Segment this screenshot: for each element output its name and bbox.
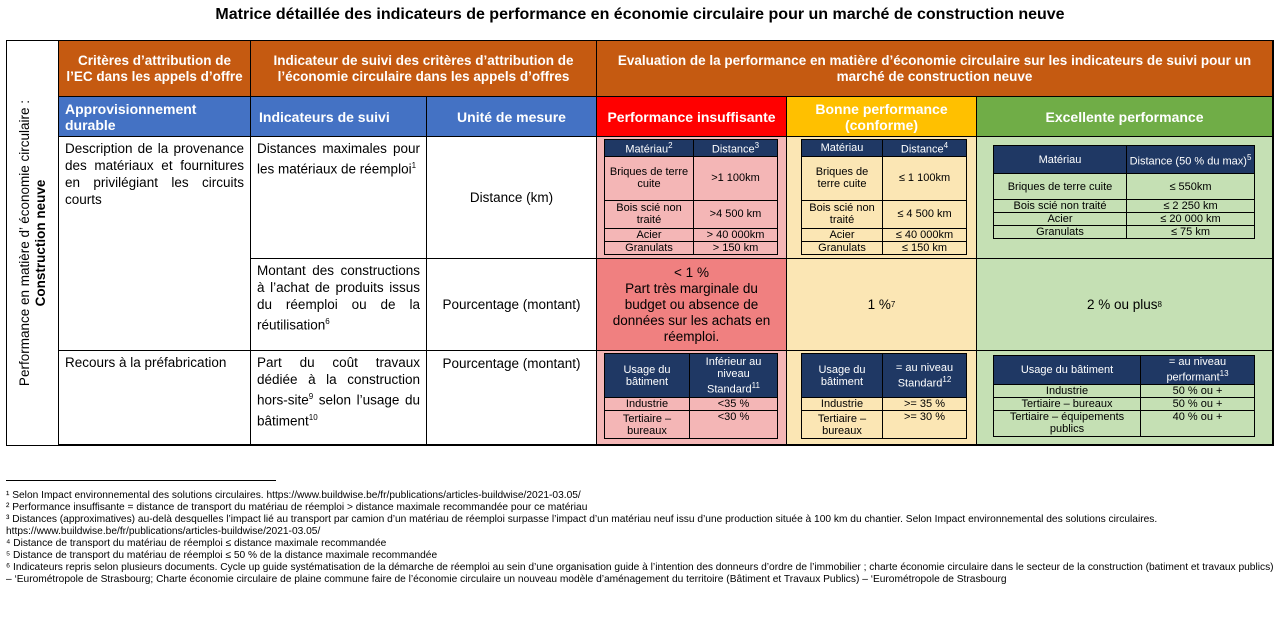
performance-matrix [6, 40, 1274, 446]
page-title: Matrice détaillée des indicateurs de performance en économie circulaire pour un marché de construction neuve [215, 6, 1065, 23]
row2-excellent: 2 % ou plus 8 [977, 259, 1273, 351]
header-indicator: Indicateur de suivi des critères d’attribution de l’économie circulaire dans les appels d’offres [251, 41, 597, 97]
subheader-excellent: Excellente performance [977, 97, 1273, 137]
footnotes [6, 490, 1276, 586]
row1-criteria: Description de la provenance des matériaux et fournitures en privilégiant les circuits courts [59, 137, 251, 351]
row2-insufficient: < 1 % Part très marginale du budget ou absence de données sur les achats en réemploi. [597, 259, 787, 351]
vertical-label-line1: Performance en matière d’ économie circulaire : [17, 99, 32, 387]
footnote-5: ⁵ Distance de transport du matériau de réemploi ≤ 50 % de la distance maximale recommandée [6, 550, 438, 561]
row2-indicator: Montant des constructions à l’achat de produits issus du réemploi ou de la réutilisation$^6$ [251, 259, 427, 351]
row3-insufficient-table: Usage du bâtiment Inférieur au niveau Standard$^{11}$ Industrie <35 % Tertiaire – bureaux <30 % [604, 353, 778, 439]
subheader-indicators: Indicateurs de suivi [251, 97, 427, 137]
row1-good-table: Matériau Distance$^4$ Briques de terre cuite ≤ 1 100km Bois scié non traité ≤ 4 500 km Acier ≤ 40 000km Granulats ≤ 150 km [801, 139, 967, 255]
footnote-4: ⁴ Distance de transport du matériau de réemploi ≤ distance maximale recommandée [6, 538, 387, 549]
footnote-1: ¹ Selon Impact environnemental des solutions circulaires. https://www.buildwise.be/fr/publications/articles-buildwise/2021-03.05/ [6, 490, 581, 501]
header-criteria: Critères d’attribution de l’EC dans les appels d’offre [59, 41, 251, 97]
vertical-label [7, 41, 59, 445]
row3-good [787, 351, 977, 445]
footnote-3: ³ Distances (approximatives) au-delà desquelles l’impact lié au transport par camion d’un matériau de réemploi surpasse l’impact d’un matériau neuf issu d’une production située à 100 km du chantier. Selon Impact environnemental des solutions circulaires. https://www.buildwise.be/fr/publications/articles-buildwise/2021-03.05/ [6, 514, 1158, 537]
row1-excellent [977, 137, 1273, 259]
row2-unit: Pourcentage (montant) [427, 259, 597, 351]
row3-good-table: Usage du bâtiment = au niveau Standard$^{12}$ Industrie >= 35 % Tertiaire – bureaux >= 30 % [801, 353, 967, 439]
row3-excellent-table: Usage du bâtiment = au niveau performant$^{13}$ Industrie 50 % ou + Tertiaire – bureaux 50 % ou + Tertiaire – équipements publics 40 % ou + [993, 355, 1255, 437]
footnote-2: ² Performance insuffisante = distance de transport du matériau de réemploi > distance maximale recommandée pour ce matériau [6, 502, 588, 513]
row1-insufficient [597, 137, 787, 259]
row1-insufficient-table: Matériau$^2$ Distance$^3$ Briques de terre cuite >1 100km Bois scié non traité >4 500 km Acier > 40 000km Granulats > 150 km [604, 139, 778, 255]
footnote-6: ⁶ Indicateurs repris selon plusieurs documents. Cycle up guide systématisation de la démarche de réemploi au sein d’une organisation guide à l’intention des donneurs d’ordre de l’immobilier ; charte économie circulaire dans le secteur de la construction (batiment et travaux publics) – ‘Eurométropole de Strasbourg; Charte économie circulaire de plaine commune faire de l’économie circulaire un nouveau modèle d’aménagement du territoire (Bâtiment et Travaux Publics) – ‘Eurométropole de Strasbourg [6, 562, 1274, 585]
row1-excellent-table: Matériau Distance (50 % du max)$^5$ Briques de terre cuite ≤ 550km Bois scié non traité ≤ 2 250 km Acier ≤ 20 000 km Granulats ≤ 75 km [993, 145, 1255, 239]
subheader-insufficient: Performance insuffisante [597, 97, 787, 137]
row3-excellent [977, 351, 1273, 445]
row3-unit: Pourcentage (montant) [427, 351, 597, 445]
row2-good: 1 % 7 [787, 259, 977, 351]
row1-good [787, 137, 977, 259]
header-evaluation: Evaluation de la performance en matière d’économie circulaire sur les indicateurs de suivi pour un marché de construction neuve [597, 41, 1273, 97]
subheader-section: Approvisionnement durable [59, 97, 251, 137]
row3-insufficient [597, 351, 787, 445]
row3-criteria: Recours à la préfabrication [59, 351, 251, 445]
subheader-good: Bonne performance (conforme) [787, 97, 977, 137]
row1-unit: Distance (km) [427, 137, 597, 259]
footnote-separator [6, 480, 276, 481]
subheader-unit: Unité de mesure [427, 97, 597, 137]
vertical-label-line2: Construction neuve [33, 179, 48, 307]
row3-indicator: Part du coût travaux dédiée à la construction hors-site$^9$ selon l’usage du bâtiment$^{10}$ [251, 351, 427, 445]
row1-indicator: Distances maximales pour les matériaux de réemploi$^1$ [251, 137, 427, 259]
